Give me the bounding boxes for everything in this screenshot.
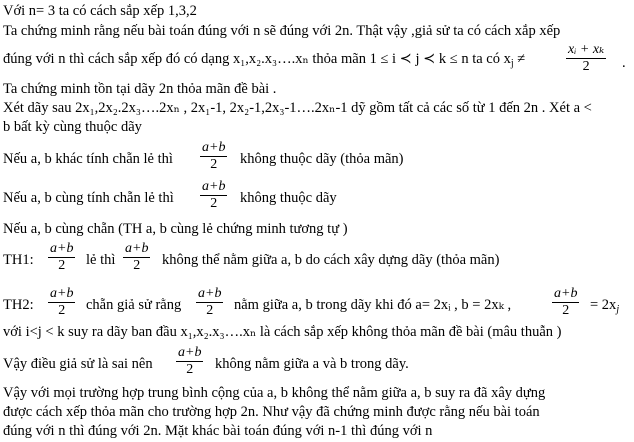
- fraction-numerator: a+b: [198, 286, 222, 301]
- fraction-denominator: 2: [186, 362, 194, 377]
- fraction-denominator: 2: [210, 196, 218, 211]
- fraction-numerator: a+b: [202, 179, 226, 194]
- text-line: Nếu a, b cùng tính chẵn lẻ thì: [3, 190, 174, 206]
- text-segment: chẵn giả sử rằng: [86, 297, 182, 313]
- fraction: [48, 287, 75, 318]
- text-segment: nằm giữa a, b trong dãy khi đó a= 2xᵢ , b = 2xₖ ,: [234, 297, 512, 313]
- fraction: [552, 287, 579, 318]
- text-line: với i<j < k suy ra dãy ban đầu x₁,x₂.x₃….xₙ là cách sắp xếp không thỏa mãn đề bài (mâu thuẫn ): [3, 324, 562, 340]
- fraction-numerator: xᵢ + xₖ: [568, 42, 605, 57]
- text-segment: không thuộc dãy (thỏa mãn): [240, 151, 404, 167]
- fraction: [566, 43, 606, 74]
- text-line: đúng với n thì đúng với 2n. Mặt khác bài toán đúng với n-1 thì đúng với n: [3, 423, 433, 439]
- text-line: [3, 52, 525, 67]
- fraction-denominator: 2: [582, 59, 590, 74]
- text-line: Nếu a, b khác tính chẵn lẻ thì: [3, 151, 173, 167]
- text-line: TH2:: [3, 297, 34, 313]
- text-segment: ≠: [517, 51, 526, 67]
- text-line: Vậy với mọi trường hợp trung bình cộng của a, b không thể nằm giữa a, b suy ra đã xây dựng: [3, 385, 546, 401]
- fraction-numerator: a+b: [202, 140, 226, 155]
- fraction: [196, 287, 223, 318]
- text-line: được cách xếp thỏa mãn cho trường hợp 2n. Như vậy đã chứng minh được rằng nếu bài toán: [3, 404, 540, 420]
- text-line: Ta chứng minh tồn tại dãy 2n thỏa mãn đề bài .: [3, 81, 277, 97]
- text-segment: lẻ thì: [86, 252, 116, 268]
- fraction: [176, 346, 203, 377]
- fraction: [48, 242, 75, 273]
- fraction: [123, 242, 150, 273]
- fraction-denominator: 2: [206, 303, 214, 318]
- text-line: Nếu a, b cùng chẵn (TH a, b cùng lẻ chứng minh tương tự ): [3, 221, 348, 237]
- fraction-numerator: a+b: [178, 345, 202, 360]
- text-line: Với n= 3 ta có cách sắp xếp 1,3,2: [3, 3, 197, 19]
- fraction-numerator: a+b: [50, 286, 74, 301]
- text-line: TH1:: [3, 252, 34, 268]
- fraction-denominator: 2: [562, 303, 570, 318]
- text-segment: không nằm giữa a và b trong dãy.: [215, 356, 409, 372]
- fraction-denominator: 2: [58, 258, 66, 273]
- text-segment: [590, 298, 619, 313]
- text-segment: không thể nằm giữa a, b do cách xây dựng dãy (thỏa mãn): [162, 252, 500, 268]
- fraction-denominator: 2: [133, 258, 141, 273]
- text-segment: đúng với n thì cách sắp xếp đó có dạng x₁,x₂.x₃….xₙ thỏa mãn 1 ≤ i ≺ j ≺ k ≤ n ta có x: [3, 51, 511, 67]
- subscript: j: [616, 304, 620, 315]
- fraction: [200, 141, 227, 172]
- fraction: [200, 180, 227, 211]
- fraction-numerator: a+b: [125, 241, 149, 256]
- subscript: j: [510, 58, 514, 69]
- text-segment: không thuộc dãy: [240, 190, 337, 206]
- fraction-numerator: a+b: [50, 241, 74, 256]
- fraction-numerator: a+b: [554, 286, 578, 301]
- text-segment: = 2x: [590, 297, 617, 313]
- text-line: Ta chứng minh rằng nếu bài toán đúng với n sẽ đúng với 2n. Thật vậy ,giả sử ta có cách xắp xếp: [3, 23, 561, 39]
- text-line: Vậy điều giả sử là sai nên: [3, 356, 153, 372]
- fraction-denominator: 2: [210, 157, 218, 172]
- text-line: b bất kỳ cùng thuộc dãy: [3, 119, 142, 135]
- text-line: Xét dãy sau 2x₁,2x₂.2x₃….2xₙ , 2x₁-1, 2x₂-1,2x₃-1….2xₙ-1 dỹ gồm tất cả các số từ 1 đến 2n . Xét a <: [3, 100, 592, 116]
- fraction-denominator: 2: [58, 303, 66, 318]
- text-segment: .: [622, 55, 626, 71]
